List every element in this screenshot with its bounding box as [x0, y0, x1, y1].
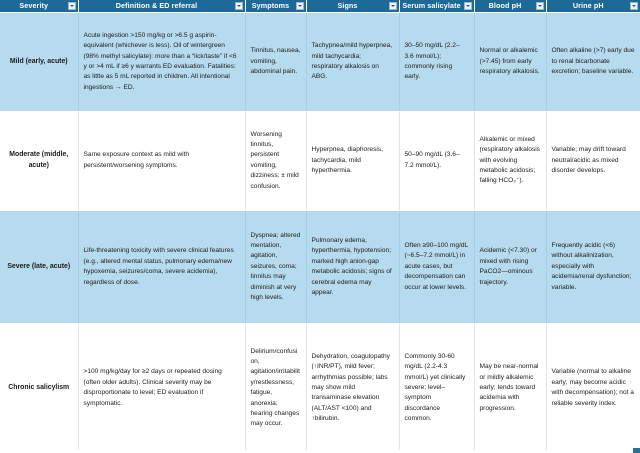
cell-definition: >100 mg/kg/day for ≥2 days or repeated dosing (often older adults). Clinical severity may be disproportionate to level; ED evaluation if symptomatic. — [78, 324, 245, 453]
cell-severity: Moderate (middle, acute) — [0, 111, 78, 210]
column-header-label: Signs — [337, 1, 358, 10]
cell-signs: Tachypnea/mild hyperpnea, mild tachycardia; respiratory alkalosis on ABG. — [306, 13, 399, 112]
filter-dropdown-icon-severity[interactable] — [68, 2, 76, 10]
cell-serum-salicylate: Often ≥90–100 mg/dL (~6.5–7.2 mmol/L) in acute cases, but decompensation can occur at lower levels. — [399, 210, 474, 324]
table-row[interactable] — [0, 210, 640, 324]
cell-signs: Pulmonary edema, hyperthermia, hypotension; marked high anion-gap metabolic acidosis; signs of cerebral edema may appear. — [306, 210, 399, 324]
cell-symptoms: Dyspnea; altered mentation, agitation, seizures, coma; tinnitus may diminish at very high levels. — [245, 210, 306, 324]
cell-blood-ph: Alkalemic or mixed (respiratory alkalosis with evolving metabolic acidosis; falling HCO₃⁻). — [474, 111, 546, 210]
cell-symptoms: Delirium/confusion, agitation/irritability/restlessness, fatigue, anorexia; hearing changes may occur. — [245, 324, 306, 453]
column-header-label: Severity — [19, 1, 49, 10]
filter-dropdown-icon-serum-salicylate[interactable] — [464, 2, 472, 10]
cell-serum-salicylate: 50–90 mg/dL (3.6–7.2 mmol/L). — [399, 111, 474, 210]
column-header-blood-ph[interactable] — [474, 0, 546, 13]
cell-urine-ph: Variable (normal to alkaline early; may become acidic with decompensation); not a reliable severity index. — [546, 324, 640, 453]
cell-severity: Severe (late, acute) — [0, 210, 78, 324]
column-header-severity[interactable] — [0, 0, 78, 13]
cell-definition: Life-threatening toxicity with severe clinical features (e.g., altered mental status, pulmonary edema/new hypoxemia, seizures/coma, severe acidemia), regardless of dose. — [78, 210, 245, 324]
filter-dropdown-icon-definition[interactable] — [235, 2, 243, 10]
cell-symptoms: Worsening tinnitus, persistent vomiting, dizziness; ± mild confusion. — [245, 111, 306, 210]
cell-serum-salicylate: 30–50 mg/dL (2.2–3.6 mmol/L); commonly rising early. — [399, 13, 474, 112]
header-row — [0, 0, 640, 13]
column-header-signs[interactable] — [306, 0, 399, 13]
filter-dropdown-icon-signs[interactable] — [389, 2, 397, 10]
table-row[interactable] — [0, 111, 640, 210]
cell-serum-salicylate: Commonly 30-60 mg/dL (2.2-4.3 mmol/L) yet clinically severe; level–symptom discordance common. — [399, 324, 474, 453]
column-header-serum-salicylate[interactable] — [399, 0, 474, 13]
cell-definition: Acute ingestion >150 mg/kg or >6.5 g aspirin-equivalent (whichever is less). Oil of wintergreen (98% methyl salicylate): more than a “lick/taste” if <6 y or >4 mL if ≥6 y warrants ED evaluation. Fatalities: as little as 5 mL reported in children. All intentional ingestions → ED. — [78, 13, 245, 112]
column-header-label: Urine pH — [572, 1, 604, 10]
column-header-definition[interactable] — [78, 0, 245, 13]
column-header-label: Symptoms — [251, 1, 290, 10]
column-header-label: Serum salicylate — [402, 1, 461, 10]
table-body — [0, 13, 640, 453]
column-header-label: Blood pH — [488, 1, 522, 10]
filter-dropdown-icon-blood-ph[interactable] — [536, 2, 544, 10]
cell-blood-ph: May be near-normal or mildly alkalemic early; tends toward acidemia with progression. — [474, 324, 546, 453]
filter-dropdown-icon-urine-ph[interactable] — [630, 2, 638, 10]
filter-dropdown-icon-symptoms[interactable] — [296, 2, 304, 10]
cell-definition: Same exposure context as mild with persistent/worsening symptoms. — [78, 111, 245, 210]
cell-signs: Hyperpnea, diaphoresis, tachycardia, mild hyperthermia. — [306, 111, 399, 210]
cell-blood-ph: Acidemic (<7.30) or mixed with rising PaCO2—ominous trajectory. — [474, 210, 546, 324]
cell-severity: Chronic salicylism — [0, 324, 78, 453]
cell-signs: Dehydration, coagulopathy (↑INR/PT), mild fever; arrhythmias possible; labs may show mild transaminase elevation (ALT/AST <100) and ↑bilirubin. — [306, 324, 399, 453]
table-row[interactable] — [0, 324, 640, 453]
table-header — [0, 0, 640, 13]
cell-symptoms: Tinnitus, nausea, vomiting, abdominal pain. — [245, 13, 306, 112]
cell-blood-ph: Normal or alkalemic (>7.45) from early respiratory alkalosis. — [474, 13, 546, 112]
sheet-corner-marker — [633, 448, 640, 453]
table-row[interactable] — [0, 13, 640, 112]
cell-urine-ph: Variable; may drift toward neutral/acidic as mixed disorder develops. — [546, 111, 640, 210]
column-header-label: Definition & ED referral — [115, 1, 198, 10]
column-header-symptoms[interactable] — [245, 0, 306, 13]
column-header-urine-ph[interactable] — [546, 0, 640, 13]
cell-urine-ph: Often alkaline (>7) early due to renal bicarbonate excretion; baseline variable. — [546, 13, 640, 112]
cell-severity: Mild (early, acute) — [0, 13, 78, 112]
cell-urine-ph: Frequently acidic (<6) without alkalinization, especially with acidemia/renal dysfunction; variable. — [546, 210, 640, 324]
